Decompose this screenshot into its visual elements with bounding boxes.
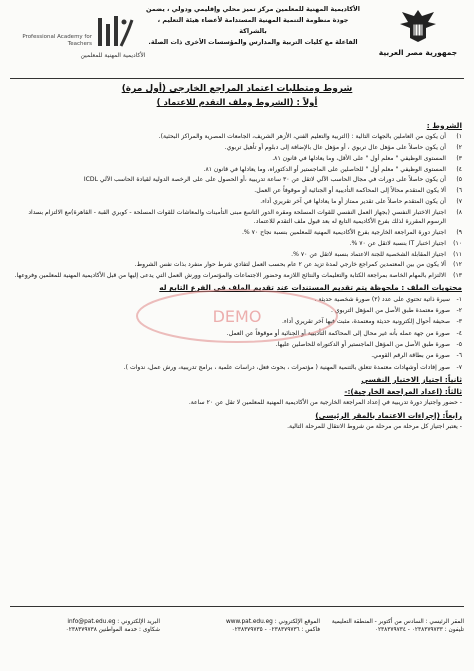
state-emblem — [370, 4, 466, 72]
footer-hq-address: المقر الرئيسي : السادس من أكتوبر - المنطقة التعليمية — [331, 619, 464, 625]
academy-line-2: جودة منظومة التنمية المهنية المستدامة لأعضاء هيئة التعليم ، بالشراكة — [157, 16, 349, 35]
condition-item-number: ٨) — [456, 208, 462, 216]
file-item-number: ٦- — [456, 352, 462, 360]
condition-item-number: ٧) — [456, 198, 462, 206]
accreditation-heading: رابعاً: (إجراءات الاعتماد بالمقر الرئيسي) — [315, 410, 462, 420]
file-item-text: صحيفة أحوال إلكترونية حديثة ومعتمدة، مثبت فيها آخر تقريري أداء. — [282, 318, 450, 326]
condition-item-number: ٩) — [456, 228, 462, 236]
condition-item — [12, 143, 462, 152]
footer-hq-phone: تليفون : ٠٢٣٨٣٧٩٧٣٣ - ٠٢٣٨٣٧٩٧٣٤ — [374, 627, 464, 633]
condition-item — [12, 239, 462, 248]
academy-logo — [6, 6, 146, 68]
footer-web — [170, 618, 320, 634]
file-contents-heading: محتويات الملف : ملحوظة يتم تقديم المستندات عند تقديم الملف في الفرع التابع له — [159, 283, 462, 293]
condition-item-text: المستوى الوظيفي " معلم أول " على الأقل، وما يعادلها في قانون ٨١. — [272, 154, 446, 162]
footer — [10, 612, 464, 666]
academy-line-1: الأكاديمية المهنية للمعلمين مركز تميز محلي وإقليمي ودولي ، يضمن — [146, 5, 360, 13]
stamp-text: DEMO — [212, 307, 262, 326]
footer-email-link[interactable]: البريد الإلكتروني : info@pat.edu.eg — [67, 619, 160, 625]
condition-item — [12, 165, 462, 174]
eagle-emblem-icon — [396, 6, 440, 46]
file-item-text: صورة طبق الأصل من المؤهل الماجستير أو الدكتوراه للحاصلين عليها. — [275, 340, 450, 348]
condition-item — [12, 132, 462, 141]
page-title: شروط ومتطلبات اعتماد المراجع الخارجي (أول مرة) — [121, 84, 353, 94]
condition-item-number: ١) — [456, 133, 462, 141]
condition-item — [12, 250, 462, 259]
external-review-heading: ثالثاً: (اعداد المراجعة الخارجية):- — [344, 387, 462, 397]
footer-complaints: شكاوى : خدمة المواطنين ٠٢٣٨٣٧٩٧٣٨ — [65, 627, 160, 633]
condition-item-text: اجتياز المقابلة الشخصية للجنة الاعتماد بنسبة لاتقل عن ٧٠ %. — [291, 250, 446, 258]
condition-item-text: اجتياز الاختبار النفسي (بجهاز العمل النفسي للقوات المسلحة ومقره الدور التاسع مبنى التأمينات والمعاشات للقوات المسلحة - كوبري القبة - القاهرة)مع الالتزام بسداد الرسوم المقررة لذلك بفرع الأكاديمية التابع له بعد قبول ملف التقدم للاعتماد. — [28, 208, 446, 226]
file-item-text: صورة من بطاقة الرقم القومي. — [371, 352, 450, 360]
condition-item-number: ١٢) — [453, 261, 462, 269]
condition-item-text: أن يكون حاصلاً على دورات في مجال الحاسب الآلي لاتقل عن ٣٠ ساعة تدريبية ،أو الحصول على على الرخصة الدولية لقيادة الحاسب الآلي ICDL — [83, 176, 446, 184]
condition-item-number: ١١) — [453, 250, 462, 258]
academy-logo-icon — [94, 12, 136, 52]
condition-item-text: اجتياز اختبار IT بنسبة لاتقل عن ٧٠ %. — [349, 239, 446, 247]
logo-text-en: Professional Academy for Teachers — [22, 34, 92, 47]
footer-contact — [10, 618, 160, 634]
footer-website-link[interactable]: الموقع الإلكتروني : www.pat.edu.eg — [225, 619, 320, 625]
condition-item-number: ٢) — [456, 144, 462, 152]
condition-item-text: أن يكون المتقدم حاصلاً على تقدير ممتاز أو ما يعادلها في آخر تقريري أداء. — [260, 198, 446, 206]
file-item — [12, 351, 462, 360]
file-item-number: ٧- — [456, 363, 462, 371]
condition-item-number: ١٠) — [453, 239, 462, 247]
external-review-text: - حضور واجتياز دورة تدريبية في إعداد المراجعة الخارجية من الأكاديمية المهنية للمعلمين لا تقل عن ٢٠ ساعة. — [188, 399, 462, 407]
condition-item-text: الالتزام بالمهام الخاصة بمراجعة الكتابة والتعليمات والنتائج اللازمة وحضور الاجتماعات والمؤتمرات وورش العمل التي يدعى إليها من قبل الأكاديمية المهنية للمعلمين وفروعها. — [14, 272, 446, 280]
conditions-list — [12, 132, 462, 280]
file-item-number: ٤- — [456, 329, 462, 337]
file-item-text: سيرة ذاتية تحتوي على عدد (٢) صورة شخصية حديثة . — [314, 295, 450, 303]
file-item-text: صورة من جهة عمله بأنه غير محال إلى المحاكمة التأديبية أو الجنائية أو موقوفاً عن العمل. — [226, 329, 450, 337]
logo-text-ar: الأكاديمية المهنية للمعلمين — [80, 52, 146, 59]
condition-item-number: ٣) — [456, 154, 462, 162]
header-divider — [10, 78, 464, 79]
file-item-text: صور إفادات أوشهادات معتمدة تتعلق بالتنمية المهنية ( مؤتمرات ، بحوث فعل، دراسات علمية ، برامج تدريبية، ورش عمل، ندوات ). — [123, 363, 450, 371]
psych-test-heading: ثانياً: اجتياز الاختبار النفسي — [361, 374, 462, 384]
condition-item — [12, 154, 462, 163]
footer-hq — [314, 618, 464, 634]
condition-item-text: أن يكون من العاملين بالجهات التالية : (التربية والتعليم الفني، الأزهر الشريف، الجامعات المصرية والمراكز البحثية). — [158, 133, 446, 141]
condition-item-number: ٤) — [456, 165, 462, 173]
academy-description — [146, 4, 360, 48]
condition-item-text: اجتياز دورة المراجعة الخارجية بفرع الأكاديمية المهنية للمعلمين بنسبة نجاح ٧٠ %. — [242, 228, 446, 236]
file-item-number: ٣- — [456, 318, 462, 326]
condition-item — [12, 271, 462, 280]
condition-item-number: ١٣) — [453, 272, 462, 280]
condition-item — [12, 197, 462, 206]
section-subtitle: أولاً : (الشروط وملف التقدم للاعتماد ) — [156, 98, 318, 108]
condition-item — [12, 228, 462, 237]
condition-item — [12, 260, 462, 269]
conditions-heading: الشروط : — [426, 121, 462, 130]
file-item-number: ٥- — [456, 340, 462, 348]
condition-item — [12, 208, 462, 227]
country-name: جمهورية مصر العربية — [378, 48, 458, 57]
condition-item-text: ألا يكون المتقدم محالاً إلى المحاكمة التأديبية أو الجنائية أو موقوفاً عن العمل. — [254, 187, 446, 195]
file-item-number: ٢- — [456, 307, 462, 315]
footer-fax: فاكس : ٠٢٣٨٣٧٩٧٣٦ - ٠٢٣٨٣٧٩٧٣٥ — [231, 627, 320, 633]
condition-item-number: ٦) — [456, 187, 462, 195]
file-item-number: ١- — [456, 295, 462, 303]
accreditation-text: - يعتبر اجتياز كل مرحلة من مرحلة من شروط الانتقال للمرحلة التالية. — [287, 423, 462, 431]
condition-item — [12, 175, 462, 184]
condition-item — [12, 186, 462, 195]
condition-item-text: ألا يكون من بين المعتمدين كمراجع خارجي لمدة تزيد عن ٢ عام بحسب العمل لتفادي شرط حوار منفرد بذات نفس الشروط. — [134, 261, 446, 269]
document-body — [12, 118, 462, 594]
stamp-watermark — [132, 286, 342, 346]
condition-item-number: ٥) — [456, 176, 462, 184]
condition-item-text: أن يكون حاصلاً على مؤهل عال تربوي ، أو مؤهل عال بالإضافة إلى دبلوم أو تأهيل تربوي. — [224, 144, 446, 152]
file-item — [12, 363, 462, 372]
condition-item-text: المستوى الوظيفي " معلم أول " للحاصلين على الماجستير أو الدكتوراه، وما يعادلها في قانون ٨١. — [203, 165, 446, 173]
footer-divider — [10, 606, 464, 607]
file-item-text: صورة معتمدة طبق الأصل من المؤهل التربوي . — [331, 307, 450, 315]
academy-line-3: الفاعلة مع كليات التربية والمدارس والمؤسسات الأخرى ذات الصلة. — [148, 38, 358, 46]
